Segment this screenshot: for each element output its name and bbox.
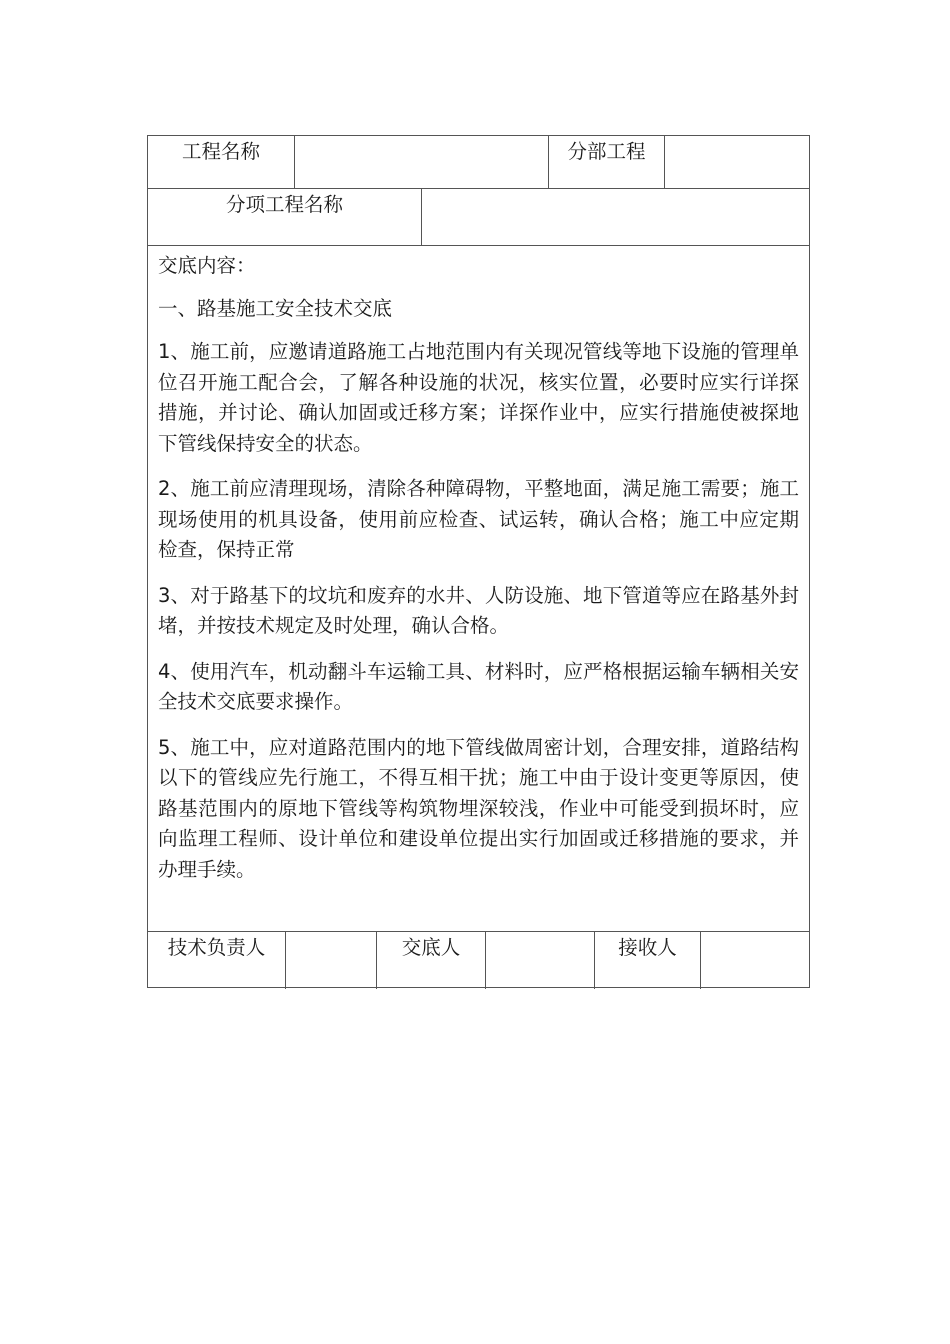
tech-lead-label: 技术负责人	[167, 936, 266, 959]
content-item-2: 2、施工前应清理现场，清除各种障碍物，平整地面，满足施工需要；施工现场使用的机具设备，使用前应检查、试运转，确认合格；施工中应定期检查，保持正常	[158, 477, 799, 561]
receiver-label: 接收人	[594, 932, 700, 989]
tech-lead-value	[285, 932, 376, 989]
project-name-value	[294, 136, 548, 188]
presenter-value	[485, 932, 594, 989]
section-heading: 一、路基施工安全技术交底	[158, 296, 393, 320]
content-item-3: 3、对于路基下的坟坑和废弃的水井、人防设施、地下管道等应在路基外封堵，并按技术规定及时处理，确认合格。	[158, 583, 799, 637]
signature-row	[148, 932, 809, 989]
subitem-value	[421, 189, 810, 245]
content-item-4: 4、使用汽车，机动翻斗车运输工具、材料时，应严格根据运输车辆相关安全技术交底要求操作。	[158, 659, 799, 713]
disclosure-form	[147, 135, 810, 988]
receiver-value	[700, 932, 810, 989]
subitem-label: 分项工程名称	[225, 193, 343, 216]
project-name-label: 工程名称	[181, 140, 260, 163]
disclosure-content	[148, 246, 809, 931]
project-info-row	[148, 136, 809, 189]
division-value	[664, 136, 810, 188]
content-item-5: 5、施工中，应对道路范围内的地下管线做周密计划，合理安排，道路结构以下的管线应先行施工，不得互相干扰；施工中由于设计变更等原因，使路基范围内的原地下管线等构筑物埋深较浅，作业中可能受到损坏时，应向监理工程师、设计单位和建设单位提出实行加固或迁移措施的要求，并办理手续。	[158, 735, 799, 881]
division-label: 分部工程	[548, 136, 664, 188]
content-item-1: 1、施工前，应邀请道路施工占地范围内有关现况管线等地下设施的管理单位召开施工配合会，了解各种设施的状况，核实位置，必要时应实行详探措施，并讨论、确认加固或迁移方案；详探作业中，应实行措施使被探地下管线保持安全的状态。	[158, 340, 799, 455]
subitem-row	[148, 189, 809, 246]
content-intro: 交底内容：	[158, 254, 256, 277]
content-row	[148, 246, 809, 932]
presenter-label: 交底人	[376, 932, 485, 989]
